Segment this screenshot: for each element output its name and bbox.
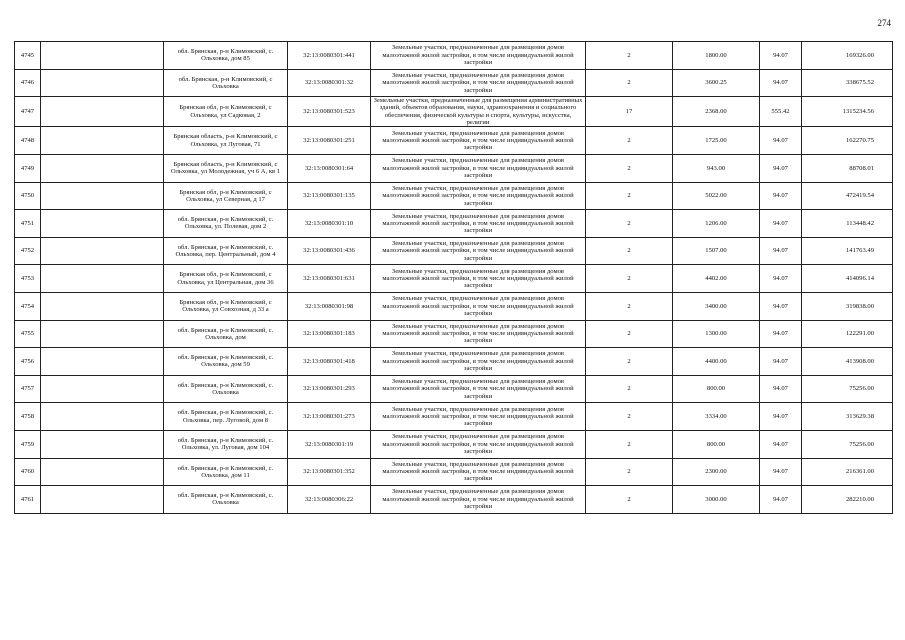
area-cell: 1206.00 bbox=[673, 210, 760, 238]
address-cell: Брянская обл, р-н Климовский, с Ольховка, ул Северная, д 17 bbox=[164, 182, 288, 210]
address-cell: обл. Брянская, р-н Климовский, с. Ольховка, пер. Центральный, дом 4 bbox=[164, 237, 288, 265]
specific-value-cell: 94.07 bbox=[760, 403, 802, 431]
group-number-cell: 2 bbox=[586, 265, 673, 293]
area-cell: 3400.00 bbox=[673, 292, 760, 320]
row-number-cell: 4753 bbox=[15, 265, 41, 293]
row-number-cell: 4755 bbox=[15, 320, 41, 348]
land-use-cell: Земельные участки, предназначенные для размещения домов малоэтажной жилой застройки, в том числе индивидуальной жилой застройки bbox=[371, 348, 586, 376]
group-number-cell: 2 bbox=[586, 237, 673, 265]
row-number-cell: 4749 bbox=[15, 154, 41, 182]
group-number-cell: 2 bbox=[586, 127, 673, 155]
page-number: 274 bbox=[877, 18, 891, 28]
cadastral-value-cell: 75256.00 bbox=[802, 375, 893, 403]
land-use-cell: Земельные участки, предназначенные для размещения административных зданий, объектов образования, науки, здравоохранения и социального обеспечения, физической культуры и спорта, культуры, искусства, религии bbox=[371, 97, 586, 127]
area-cell: 1725.00 bbox=[673, 127, 760, 155]
cadastral-value-cell: 113448.42 bbox=[802, 210, 893, 238]
group-number-cell: 2 bbox=[586, 320, 673, 348]
area-cell: 943.00 bbox=[673, 154, 760, 182]
table-row bbox=[15, 265, 893, 293]
cadastral-number-cell: 32:13:0080306:22 bbox=[288, 486, 371, 514]
table-body bbox=[15, 42, 893, 514]
land-use-cell: Земельные участки, предназначенные для размещения домов малоэтажной жилой застройки, в том числе индивидуальной жилой застройки bbox=[371, 69, 586, 97]
specific-value-cell: 555.42 bbox=[760, 97, 802, 127]
specific-value-cell: 94.07 bbox=[760, 348, 802, 376]
cadastral-number-cell: 32:13:0080301:352 bbox=[288, 458, 371, 486]
land-use-cell: Земельные участки, предназначенные для размещения домов малоэтажной жилой застройки, в том числе индивидуальной жилой застройки bbox=[371, 265, 586, 293]
specific-value-cell: 94.07 bbox=[760, 210, 802, 238]
table-row bbox=[15, 348, 893, 376]
cadastral-value-cell: 313629.38 bbox=[802, 403, 893, 431]
row-number-cell: 4747 bbox=[15, 97, 41, 127]
address-cell: обл. Брянская, р-н Климовский, с. Ольховка, ул. Луговая, дом 104 bbox=[164, 430, 288, 458]
cadastral-value-cell: 472419.54 bbox=[802, 182, 893, 210]
cadastral-value-cell: 88708.01 bbox=[802, 154, 893, 182]
land-use-cell: Земельные участки, предназначенные для размещения домов малоэтажной жилой застройки, в том числе индивидуальной жилой застройки bbox=[371, 375, 586, 403]
row-number-cell: 4745 bbox=[15, 42, 41, 70]
address-cell: обл. Брянская, р-н Климовский, с. Ольховка, пер. Луговой, дом 8 bbox=[164, 403, 288, 431]
cadastral-value-cell: 319838.00 bbox=[802, 292, 893, 320]
row-number-cell: 4752 bbox=[15, 237, 41, 265]
table-row bbox=[15, 127, 893, 155]
cadastral-value-cell: 414096.14 bbox=[802, 265, 893, 293]
area-cell: 4400.00 bbox=[673, 348, 760, 376]
specific-value-cell: 94.07 bbox=[760, 292, 802, 320]
table-row bbox=[15, 292, 893, 320]
cadastral-number-cell: 32:13:0080301:98 bbox=[288, 292, 371, 320]
table-row bbox=[15, 154, 893, 182]
address-cell: обл. Брянская, р-н Климовский, с. Ольховка, ул. Полевая, дом 2 bbox=[164, 210, 288, 238]
address-cell: обл. Брянская, р-н Климовский, с. Ольховка, дом bbox=[164, 320, 288, 348]
area-cell: 4402.00 bbox=[673, 265, 760, 293]
table-row bbox=[15, 210, 893, 238]
address-cell: обл. Брянская, р-н Климовский, с. Ольховка bbox=[164, 375, 288, 403]
group-number-cell: 2 bbox=[586, 292, 673, 320]
land-use-cell: Земельные участки, предназначенные для размещения домов малоэтажной жилой застройки, в том числе индивидуальной жилой застройки bbox=[371, 127, 586, 155]
empty-cell bbox=[41, 430, 164, 458]
specific-value-cell: 94.07 bbox=[760, 42, 802, 70]
table-row bbox=[15, 320, 893, 348]
empty-cell bbox=[41, 127, 164, 155]
empty-cell bbox=[41, 154, 164, 182]
cadastral-value-table bbox=[14, 41, 893, 514]
cadastral-number-cell: 32:13:0080301:10 bbox=[288, 210, 371, 238]
group-number-cell: 2 bbox=[586, 154, 673, 182]
address-cell: Брянская обл, р-н Климовский, с Ольховка, ул Садковая, 2 bbox=[164, 97, 288, 127]
table-row bbox=[15, 182, 893, 210]
specific-value-cell: 94.07 bbox=[760, 127, 802, 155]
land-use-cell: Земельные участки, предназначенные для размещения домов малоэтажной жилой застройки, в том числе индивидуальной жилой застройки bbox=[371, 237, 586, 265]
specific-value-cell: 94.07 bbox=[760, 320, 802, 348]
address-cell: Брянская область, р-н Климовский, с Ольховка, ул Молодежная, уч 6 А, кв 1 bbox=[164, 154, 288, 182]
group-number-cell: 2 bbox=[586, 182, 673, 210]
cadastral-number-cell: 32:13:0080301:293 bbox=[288, 375, 371, 403]
cadastral-value-cell: 75256.00 bbox=[802, 430, 893, 458]
cadastral-number-cell: 32:13:0080301:32 bbox=[288, 69, 371, 97]
group-number-cell: 2 bbox=[586, 210, 673, 238]
empty-cell bbox=[41, 458, 164, 486]
cadastral-number-cell: 32:13:0080301:631 bbox=[288, 265, 371, 293]
table-row bbox=[15, 69, 893, 97]
empty-cell bbox=[41, 375, 164, 403]
table-row bbox=[15, 375, 893, 403]
empty-cell bbox=[41, 320, 164, 348]
address-cell: Брянская область, р-н Климовский, с Ольховка, ул Луговая, 71 bbox=[164, 127, 288, 155]
empty-cell bbox=[41, 237, 164, 265]
cadastral-value-cell: 169326.00 bbox=[802, 42, 893, 70]
land-use-cell: Земельные участки, предназначенные для размещения домов малоэтажной жилой застройки, в том числе индивидуальной жилой застройки bbox=[371, 458, 586, 486]
area-cell: 2368.00 bbox=[673, 97, 760, 127]
group-number-cell: 2 bbox=[586, 458, 673, 486]
row-number-cell: 4758 bbox=[15, 403, 41, 431]
empty-cell bbox=[41, 182, 164, 210]
group-number-cell: 2 bbox=[586, 375, 673, 403]
specific-value-cell: 94.07 bbox=[760, 154, 802, 182]
cadastral-number-cell: 32:13:0080301:418 bbox=[288, 348, 371, 376]
row-number-cell: 4751 bbox=[15, 210, 41, 238]
area-cell: 1507.00 bbox=[673, 237, 760, 265]
address-cell: обл. Брянская, р-н Климовский, с. Ольховка bbox=[164, 486, 288, 514]
empty-cell bbox=[41, 348, 164, 376]
specific-value-cell: 94.07 bbox=[760, 237, 802, 265]
land-use-cell: Земельные участки, предназначенные для размещения домов малоэтажной жилой застройки, в том числе индивидуальной жилой застройки bbox=[371, 154, 586, 182]
specific-value-cell: 94.07 bbox=[760, 182, 802, 210]
row-number-cell: 4760 bbox=[15, 458, 41, 486]
cadastral-number-cell: 32:13:0080301:523 bbox=[288, 97, 371, 127]
row-number-cell: 4750 bbox=[15, 182, 41, 210]
group-number-cell: 17 bbox=[586, 97, 673, 127]
land-use-cell: Земельные участки, предназначенные для размещения домов малоэтажной жилой застройки, в том числе индивидуальной жилой застройки bbox=[371, 182, 586, 210]
address-cell: обл. Брянская, р-н Климовский, с. Ольховка, дом 11 bbox=[164, 458, 288, 486]
row-number-cell: 4748 bbox=[15, 127, 41, 155]
specific-value-cell: 94.07 bbox=[760, 69, 802, 97]
group-number-cell: 2 bbox=[586, 486, 673, 514]
empty-cell bbox=[41, 292, 164, 320]
empty-cell bbox=[41, 210, 164, 238]
empty-cell bbox=[41, 403, 164, 431]
land-use-cell: Земельные участки, предназначенные для размещения домов малоэтажной жилой застройки, в том числе индивидуальной жилой застройки bbox=[371, 430, 586, 458]
address-cell: обл. Брянская, р-н Климовский, с. Ольховка, дом 85 bbox=[164, 42, 288, 70]
cadastral-value-cell: 162270.75 bbox=[802, 127, 893, 155]
area-cell: 1300.00 bbox=[673, 320, 760, 348]
specific-value-cell: 94.07 bbox=[760, 375, 802, 403]
group-number-cell: 2 bbox=[586, 430, 673, 458]
area-cell: 5022.00 bbox=[673, 182, 760, 210]
specific-value-cell: 94.07 bbox=[760, 458, 802, 486]
cadastral-value-cell: 282210.00 bbox=[802, 486, 893, 514]
land-use-cell: Земельные участки, предназначенные для размещения домов малоэтажной жилой застройки, в том числе индивидуальной жилой застройки bbox=[371, 486, 586, 514]
area-cell: 800.00 bbox=[673, 375, 760, 403]
table-row bbox=[15, 97, 893, 127]
area-cell: 800.00 bbox=[673, 430, 760, 458]
address-cell: Брянская обл, р-н Климовский, с Ольховка, ул Центральная, дом 36 bbox=[164, 265, 288, 293]
area-cell: 3334.00 bbox=[673, 403, 760, 431]
address-cell: обл. Брянская, р-н Климовский, с. Ольховка, дом 59 bbox=[164, 348, 288, 376]
table-row bbox=[15, 458, 893, 486]
cadastral-number-cell: 32:13:0080301:436 bbox=[288, 237, 371, 265]
area-cell: 2300.00 bbox=[673, 458, 760, 486]
cadastral-value-cell: 141763.49 bbox=[802, 237, 893, 265]
row-number-cell: 4746 bbox=[15, 69, 41, 97]
table-row bbox=[15, 486, 893, 514]
group-number-cell: 2 bbox=[586, 348, 673, 376]
row-number-cell: 4757 bbox=[15, 375, 41, 403]
land-use-cell: Земельные участки, предназначенные для размещения домов малоэтажной жилой застройки, в том числе индивидуальной жилой застройки bbox=[371, 320, 586, 348]
area-cell: 1800.00 bbox=[673, 42, 760, 70]
row-number-cell: 4756 bbox=[15, 348, 41, 376]
empty-cell bbox=[41, 97, 164, 127]
row-number-cell: 4759 bbox=[15, 430, 41, 458]
cadastral-number-cell: 32:13:0080301:64 bbox=[288, 154, 371, 182]
land-use-cell: Земельные участки, предназначенные для размещения домов малоэтажной жилой застройки, в том числе индивидуальной жилой застройки bbox=[371, 42, 586, 70]
cadastral-value-cell: 413908.00 bbox=[802, 348, 893, 376]
group-number-cell: 2 bbox=[586, 403, 673, 431]
cadastral-value-cell: 216361.00 bbox=[802, 458, 893, 486]
row-number-cell: 4761 bbox=[15, 486, 41, 514]
cadastral-number-cell: 32:13:0080301:19 bbox=[288, 430, 371, 458]
land-use-cell: Земельные участки, предназначенные для размещения домов малоэтажной жилой застройки, в том числе индивидуальной жилой застройки bbox=[371, 403, 586, 431]
cadastral-value-cell: 122291.00 bbox=[802, 320, 893, 348]
land-use-cell: Земельные участки, предназначенные для размещения домов малоэтажной жилой застройки, в том числе индивидуальной жилой застройки bbox=[371, 292, 586, 320]
empty-cell bbox=[41, 265, 164, 293]
area-cell: 3000.00 bbox=[673, 486, 760, 514]
specific-value-cell: 94.07 bbox=[760, 265, 802, 293]
group-number-cell: 2 bbox=[586, 42, 673, 70]
address-cell: Брянская обл, р-н Климовский, с Ольховка, ул Совхозная, д 33 а bbox=[164, 292, 288, 320]
address-cell: обл. Брянская, р-н Климовский, с Ольховка bbox=[164, 69, 288, 97]
cadastral-number-cell: 32:13:0080301:441 bbox=[288, 42, 371, 70]
cadastral-number-cell: 32:13:0080301:183 bbox=[288, 320, 371, 348]
empty-cell bbox=[41, 42, 164, 70]
table-row bbox=[15, 403, 893, 431]
table-row bbox=[15, 42, 893, 70]
cadastral-value-cell: 1315234.56 bbox=[802, 97, 893, 127]
cadastral-value-cell: 338675.52 bbox=[802, 69, 893, 97]
area-cell: 3600.25 bbox=[673, 69, 760, 97]
row-number-cell: 4754 bbox=[15, 292, 41, 320]
specific-value-cell: 94.07 bbox=[760, 430, 802, 458]
table-row bbox=[15, 430, 893, 458]
empty-cell bbox=[41, 486, 164, 514]
cadastral-number-cell: 32:13:0080301:135 bbox=[288, 182, 371, 210]
empty-cell bbox=[41, 69, 164, 97]
land-use-cell: Земельные участки, предназначенные для размещения домов малоэтажной жилой застройки, в том числе индивидуальной жилой застройки bbox=[371, 210, 586, 238]
table-row bbox=[15, 237, 893, 265]
cadastral-number-cell: 32:13:0080301:251 bbox=[288, 127, 371, 155]
group-number-cell: 2 bbox=[586, 69, 673, 97]
cadastral-number-cell: 32:13:0080301:273 bbox=[288, 403, 371, 431]
specific-value-cell: 94.07 bbox=[760, 486, 802, 514]
